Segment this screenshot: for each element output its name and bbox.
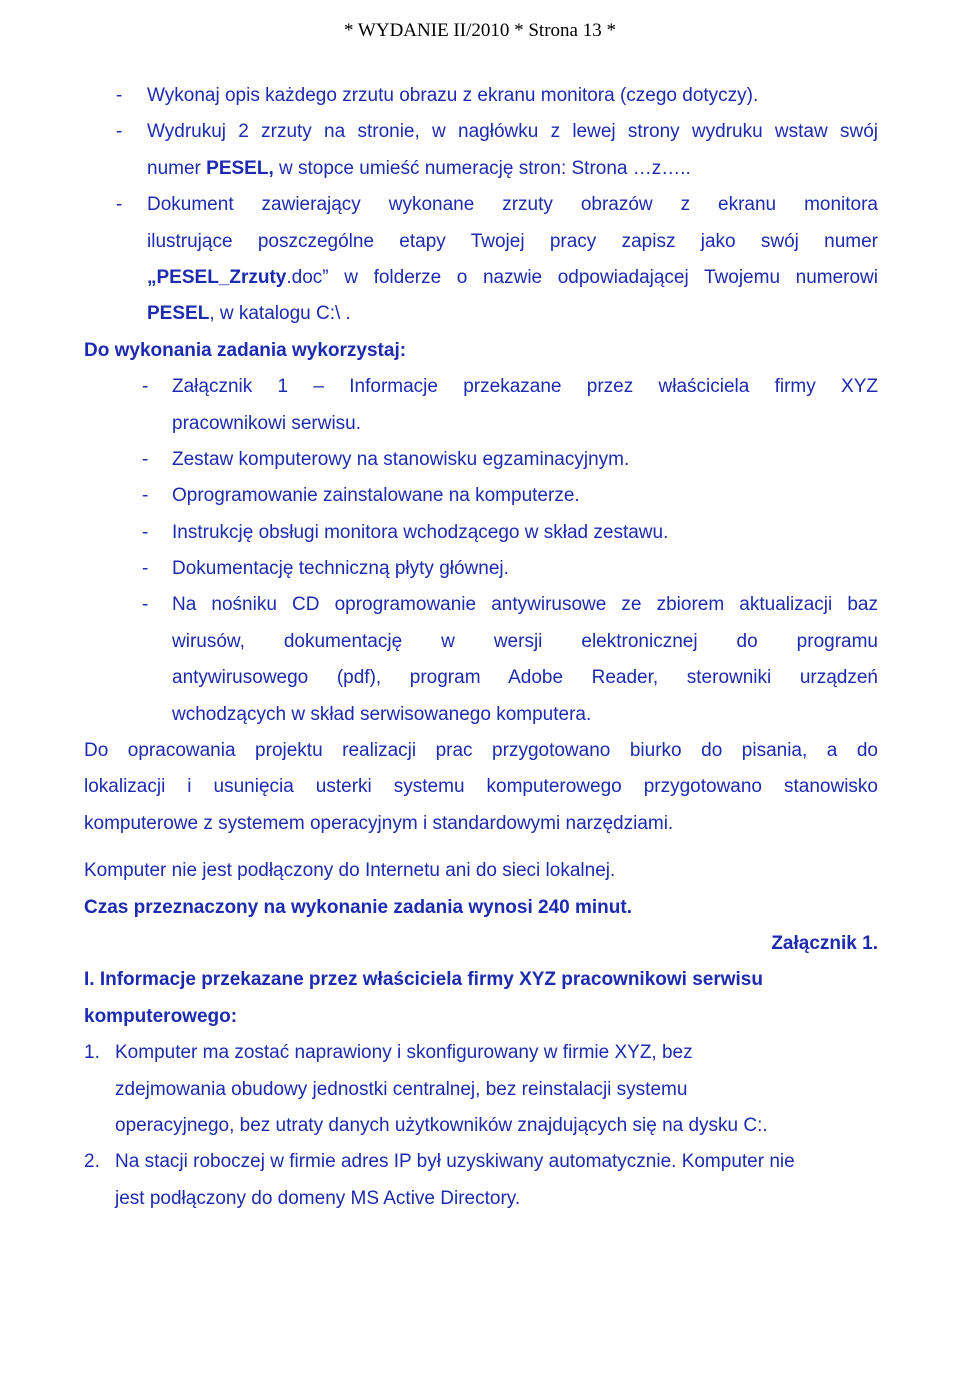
paragraph-line: Komputer nie jest podłączony do Internetu ani do sieci lokalnej. (84, 860, 616, 882)
numbered-item (84, 1035, 878, 1071)
bold-text: PESEL, (206, 157, 274, 179)
list-item-text: Na nośniku CD oprogramowanie antywirusowe ze zbiorem aktualizacji baz (172, 594, 878, 616)
text-fragment: numer (147, 157, 207, 179)
spacer (84, 842, 878, 853)
paragraph-line: lokalizacji i usunięcia usterki systemu komputerowego przygotowano stanowisko (84, 776, 878, 798)
list-item-text: Wydrukuj 2 zrzuty na stronie, w nagłówku z lewej strony wydruku wstaw swój (147, 121, 878, 143)
list-item (84, 187, 878, 223)
paragraph-line: Do opracowania projektu realizacji prac przygotowano biurko do pisania, a do (84, 740, 878, 762)
list-item (84, 442, 878, 478)
bold-text: „PESEL_Zrzuty (147, 266, 287, 288)
list-item-continuation: wirusów, dokumentację w wersji elektronicznej do programu (172, 630, 878, 652)
list-item (84, 114, 878, 150)
list-item-continuation: wchodzących w skład serwisowanego komputera. (172, 703, 592, 725)
list-dash: - (142, 558, 149, 580)
list-item-text: Dokumentację techniczną płyty głównej. (172, 558, 509, 580)
text-fragment: , w katalogu C:\ . (209, 303, 351, 325)
item-text: Na stacji roboczej w firmie adres IP był uzyskiwany automatycznie. Komputer nie (115, 1151, 795, 1173)
list-item-text: Dokument zawierający wykonane zrzuty obrazów z ekranu monitora (147, 194, 878, 216)
list-item-continuation: pracownikowi serwisu. (172, 412, 362, 434)
list-item (84, 551, 878, 587)
text-fragment: .doc” w folderze o nazwie odpowiadającej Twojemu numerowi (286, 266, 878, 288)
attachment-label: Załącznik 1. (771, 932, 878, 954)
attachment-title: komputerowego: (84, 1005, 238, 1027)
list-item-text: Zestaw komputerowy na stanowisku egzaminacyjnym. (172, 448, 630, 470)
list-dash: - (116, 121, 123, 143)
list-item-continuation: antywirusowego (pdf), program Adobe Reader, sterowniki urządzeń (172, 667, 878, 689)
list-item-text: ilustrujące poszczególne etapy Twojej pracy zapisz jako swój numer (147, 230, 878, 252)
section-heading: Do wykonania zadania wykorzystaj: (84, 339, 407, 361)
list-item-text: Instrukcję obsługi monitora wchodzącego w skład zestawu. (172, 521, 669, 543)
list-item-continuation (84, 151, 878, 187)
list-item (84, 587, 878, 623)
list-item (84, 369, 878, 405)
bold-text: PESEL (147, 303, 210, 325)
item-number: 1. (84, 1042, 100, 1064)
list-item (84, 78, 878, 114)
page-header: * WYDANIE II/2010 * Strona 13 * (344, 20, 616, 41)
item-number: 2. (84, 1151, 100, 1173)
numbered-item-continuation: operacyjnego, bez utraty danych użytkowników znajdujących się na dysku C:. (115, 1114, 768, 1136)
numbered-item (84, 1144, 878, 1180)
list-item-continuation (84, 260, 878, 296)
list-dash: - (142, 376, 149, 398)
list-item (84, 515, 878, 551)
list-dash: - (116, 85, 123, 106)
paragraph-line: komputerowe z systemem operacyjnym i standardowymi narzędziami. (84, 812, 674, 834)
list-dash: - (142, 594, 149, 616)
list-dash: - (142, 521, 149, 543)
list-dash: - (142, 448, 149, 470)
list-item (84, 478, 878, 514)
list-item-text: Wykonaj opis każdego zrzutu obrazu z ekranu monitora (czego dotyczy). (147, 85, 759, 106)
numbered-item-continuation: zdejmowania obudowy jednostki centralnej, bez reinstalacji systemu (115, 1078, 688, 1100)
list-item-text: Załącznik 1 – Informacje przekazane przez właściciela firmy XYZ (172, 376, 878, 398)
attachment-title: I. Informacje przekazane przez właściciela firmy XYZ pracownikowi serwisu (84, 969, 763, 991)
list-item-continuation (84, 296, 878, 332)
list-item-text: Oprogramowanie zainstalowane na komputerze. (172, 485, 580, 507)
document-body (84, 78, 878, 1217)
list-dash: - (142, 485, 149, 507)
numbered-item-continuation: jest podłączony do domeny MS Active Directory. (115, 1187, 521, 1209)
time-limit-note: Czas przeznaczony na wykonanie zadania wynosi 240 minut. (84, 896, 632, 918)
list-dash: - (116, 194, 123, 216)
item-text: Komputer ma zostać naprawiony i skonfigurowany w firmie XYZ, bez (115, 1042, 693, 1064)
list-item-continuation (84, 224, 878, 260)
text-fragment: w stopce umieść numerację stron: Strona …z….. (273, 157, 691, 179)
